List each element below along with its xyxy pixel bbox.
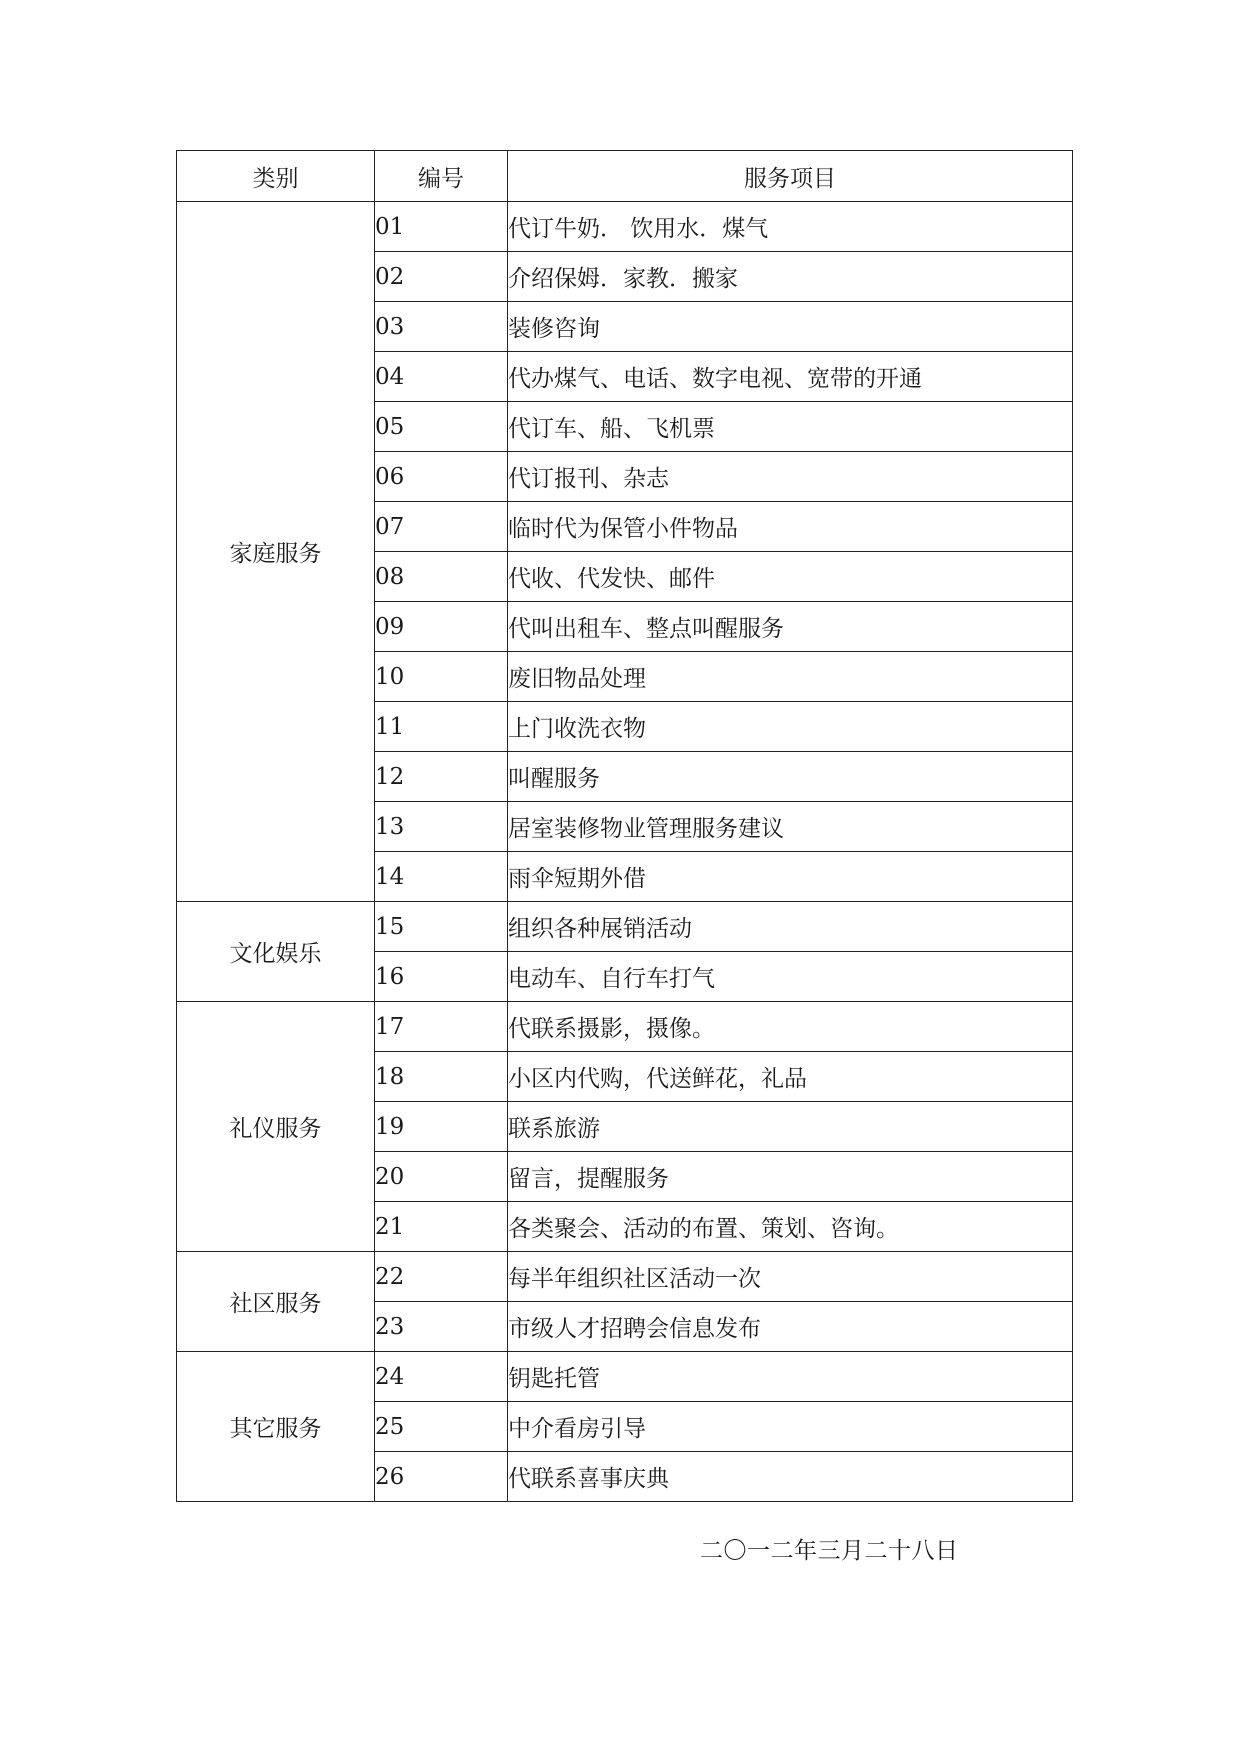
item-number-cell: 04 [375, 352, 508, 402]
item-number-cell: 01 [375, 202, 508, 252]
service-item-cell: 联系旅游 [508, 1102, 1073, 1152]
item-number-cell: 15 [375, 902, 508, 952]
service-item-cell: 小区内代购，代送鲜花，礼品 [508, 1052, 1073, 1102]
service-items-table [176, 150, 1073, 1502]
header-category: 类别 [177, 151, 375, 202]
service-item-cell: 代叫出租车、整点叫醒服务 [508, 602, 1073, 652]
service-item-cell: 代订报刊、杂志 [508, 452, 1073, 502]
service-item-cell: 代联系摄影，摄像。 [508, 1002, 1073, 1052]
service-item-cell: 废旧物品处理 [508, 652, 1073, 702]
item-number-cell: 07 [375, 502, 508, 552]
item-number-cell: 14 [375, 852, 508, 902]
service-item-cell: 临时代为保管小件物品 [508, 502, 1073, 552]
item-number-cell: 11 [375, 702, 508, 752]
item-number-cell: 23 [375, 1302, 508, 1352]
item-number-cell: 02 [375, 252, 508, 302]
item-number-cell: 06 [375, 452, 508, 502]
service-item-cell: 叫醒服务 [508, 752, 1073, 802]
item-number-cell: 17 [375, 1002, 508, 1052]
service-item-cell: 代办煤气、电话、数字电视、宽带的开通 [508, 352, 1073, 402]
item-number-cell: 20 [375, 1152, 508, 1202]
item-number-cell: 10 [375, 652, 508, 702]
service-item-cell: 代订牛奶． 饮用水．煤气 [508, 202, 1073, 252]
service-item-cell: 钥匙托管 [508, 1352, 1073, 1402]
document-date: 二〇一二年三月二十八日 [700, 1538, 959, 1564]
service-item-cell: 电动车、自行车打气 [508, 952, 1073, 1002]
item-number-cell: 08 [375, 552, 508, 602]
service-item-cell: 上门收洗衣物 [508, 702, 1073, 752]
service-item-cell: 组织各种展销活动 [508, 902, 1073, 952]
service-item-cell: 中介看房引导 [508, 1402, 1073, 1452]
service-item-cell: 雨伞短期外借 [508, 852, 1073, 902]
table-row [177, 202, 1073, 252]
item-number-cell: 13 [375, 802, 508, 852]
service-item-cell: 装修咨询 [508, 302, 1073, 352]
item-number-cell: 18 [375, 1052, 508, 1102]
header-item: 服务项目 [508, 151, 1073, 202]
item-number-cell: 26 [375, 1452, 508, 1502]
item-number-cell: 21 [375, 1202, 508, 1252]
table-body [177, 202, 1073, 1502]
item-number-cell: 22 [375, 1252, 508, 1302]
item-number-cell: 03 [375, 302, 508, 352]
service-item-cell: 代收、代发快、邮件 [508, 552, 1073, 602]
service-item-cell: 每半年组织社区活动一次 [508, 1252, 1073, 1302]
service-item-cell: 代联系喜事庆典 [508, 1452, 1073, 1502]
category-cell: 其它服务 [177, 1352, 375, 1502]
table-row [177, 1252, 1073, 1302]
category-cell: 礼仪服务 [177, 1002, 375, 1252]
service-item-cell: 各类聚会、活动的布置、策划、咨询。 [508, 1202, 1073, 1252]
table-header-row [177, 151, 1073, 202]
item-number-cell: 09 [375, 602, 508, 652]
item-number-cell: 25 [375, 1402, 508, 1452]
category-cell: 社区服务 [177, 1252, 375, 1352]
item-number-cell: 16 [375, 952, 508, 1002]
table-row [177, 902, 1073, 952]
service-item-cell: 留言，提醒服务 [508, 1152, 1073, 1202]
service-item-cell: 居室装修物业管理服务建议 [508, 802, 1073, 852]
header-number: 编号 [375, 151, 508, 202]
service-item-cell: 代订车、船、飞机票 [508, 402, 1073, 452]
table-row [177, 1002, 1073, 1052]
item-number-cell: 24 [375, 1352, 508, 1402]
category-cell: 家庭服务 [177, 202, 375, 902]
item-number-cell: 19 [375, 1102, 508, 1152]
service-item-cell: 介绍保姆．家教．搬家 [508, 252, 1073, 302]
item-number-cell: 12 [375, 752, 508, 802]
service-item-cell: 市级人才招聘会信息发布 [508, 1302, 1073, 1352]
table-row [177, 1352, 1073, 1402]
item-number-cell: 05 [375, 402, 508, 452]
category-cell: 文化娱乐 [177, 902, 375, 1002]
